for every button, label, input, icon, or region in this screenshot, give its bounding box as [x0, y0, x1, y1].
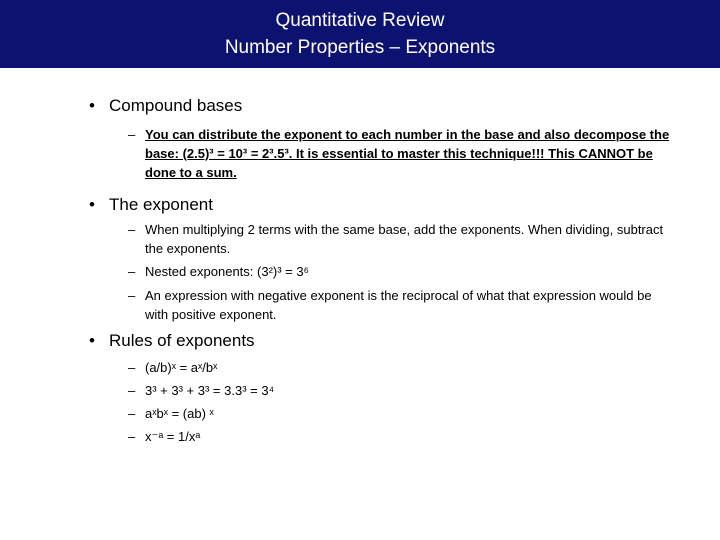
list-item — [128, 381, 274, 400]
dash-marker: – — [128, 360, 136, 375]
section-heading: The exponent — [109, 195, 213, 214]
bullet-dot: • — [89, 195, 95, 214]
bullet-the-exponent — [89, 194, 213, 215]
dash-marker: – — [128, 264, 136, 279]
list-item-text: aˣbˣ = (ab) ˣ — [145, 406, 214, 421]
section-heading: Rules of exponents — [109, 331, 255, 350]
list-item-text: x⁻ᵃ = 1/xᵃ — [145, 429, 201, 444]
bullet-compound-bases — [89, 95, 242, 116]
list-item-text: Nested exponents: (3²)³ = 3⁶ — [145, 264, 309, 279]
dash-marker: – — [128, 406, 136, 421]
bullet-dot: • — [89, 331, 95, 350]
list-item-text: 3³ + 3³ + 3³ = 3.3³ = 3⁴ — [145, 383, 275, 398]
list-item-text: (a/b)ˣ = aˣ/bˣ — [145, 360, 218, 375]
bullet-dot: • — [89, 96, 95, 115]
dash-marker: – — [128, 429, 136, 444]
list-item-text: You can distribute the exponent to each number in the base and also decompose the base: (2.5)³ = 10³ = 2³.5³. It is essential to master this technique!!! This CANNOT be done to a sum. — [145, 127, 670, 180]
dash-marker: – — [128, 288, 136, 303]
dash-marker: – — [128, 127, 136, 142]
slide-subtitle: Number Properties – Exponents — [224, 37, 496, 58]
section-heading: Compound bases — [109, 96, 243, 115]
dash-marker: – — [128, 383, 136, 398]
bullet-rules-of-exponents — [89, 330, 255, 351]
dash-marker: – — [128, 222, 136, 237]
list-item — [128, 358, 217, 377]
list-item-text: When multiplying 2 terms with the same base, add the exponents. When dividing, subtract the exponents. — [145, 222, 664, 256]
list-item — [128, 427, 200, 446]
slide-title: Quantitative Review — [275, 10, 445, 31]
list-item-text: An expression with negative exponent is the reciprocal of what that expression would be with positive exponent. — [145, 288, 652, 322]
list-item — [128, 404, 214, 423]
